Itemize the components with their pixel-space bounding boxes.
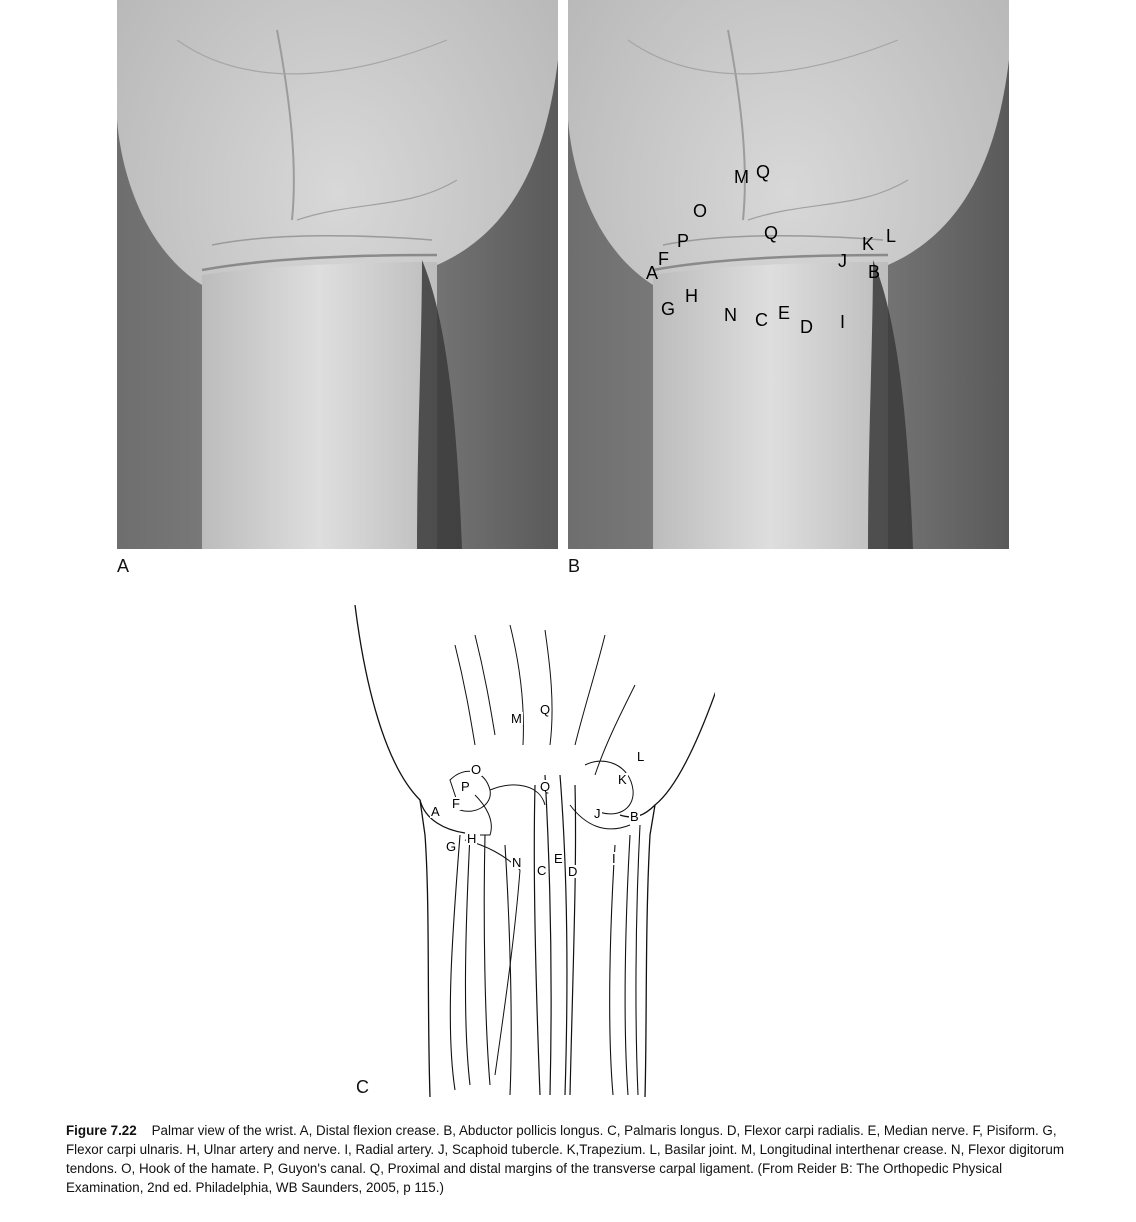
- photo-label-f: F: [658, 249, 669, 269]
- drawing-label-o: O: [471, 762, 482, 777]
- panel-label-b: B: [568, 556, 581, 576]
- photo-label-d: D: [800, 317, 813, 337]
- photo-label-c: C: [755, 310, 768, 330]
- photo-label-q-distal: Q: [756, 162, 771, 182]
- drawing-label-f: F: [452, 796, 460, 811]
- drawing-label-m: M: [511, 711, 522, 726]
- panel-label-c: C: [356, 1077, 369, 1097]
- photo-label-b: B: [868, 262, 881, 282]
- drawing-label-l: L: [637, 749, 645, 764]
- photo-label-k: K: [862, 234, 875, 254]
- drawing-label-b: B: [630, 809, 639, 824]
- drawing-label-n: N: [512, 855, 522, 870]
- photo-label-e: E: [778, 303, 791, 323]
- drawing-label-e: E: [554, 851, 563, 866]
- drawing-label-i: I: [612, 851, 616, 866]
- drawing-label-p: P: [461, 779, 470, 794]
- anatomy-line-art: [345, 605, 715, 1097]
- panel-label-a: A: [117, 556, 130, 576]
- photo-label-l: L: [886, 226, 897, 246]
- photo-panel-a: [117, 0, 558, 549]
- photo-label-i: I: [840, 312, 846, 332]
- figure-caption-text: Palmar view of the wrist. A, Distal flexion crease. B, Abductor pollicis longus. C, Palmaris longus. D, Flexor carpi radialis. E, Median nerve. F, Pisiform. G, Flexor carpi ulnaris. H, Ulnar artery and nerve. I, Radial artery. J, Scaphoid tubercle. K,Trapezium. L, Basilar joint. M, Longitudinal interthenar crease. N, Flexor digitorum tendons. O, Hook of the hamate. P, Guyon's canal. Q, Proximal and distal margins of the transverse carpal ligament. (From Reider B: The Orthopedic Physical Examination, 2nd ed. Philadelphia, WB Saunders, 2005, p 115.): [66, 1123, 1065, 1195]
- wrist-photo-b: [568, 0, 1009, 549]
- photo-label-g: G: [661, 299, 676, 319]
- drawing-label-j: J: [594, 806, 601, 821]
- drawing-label-g: G: [446, 839, 457, 854]
- photo-label-j: J: [838, 251, 847, 271]
- drawing-label-q-distal: Q: [540, 702, 551, 717]
- drawing-label-c: C: [537, 863, 547, 878]
- drawing-label-q-proximal: Q: [540, 779, 551, 794]
- photo-label-n: N: [724, 305, 737, 325]
- photo-label-p: P: [677, 231, 690, 251]
- photo-label-m: M: [734, 167, 749, 187]
- photo-label-o: O: [693, 201, 708, 221]
- drawing-label-d: D: [568, 864, 578, 879]
- drawing-label-k: K: [618, 772, 627, 787]
- photo-label-h: H: [685, 286, 698, 306]
- wrist-photo-a: [117, 0, 558, 549]
- figure-number: Figure 7.22: [66, 1123, 137, 1138]
- photo-label-q-proximal: Q: [764, 223, 779, 243]
- drawing-label-h: H: [467, 831, 477, 846]
- figure-caption: [66, 1121, 1076, 1197]
- drawing-label-a: A: [431, 804, 440, 819]
- anatomy-drawing: [345, 605, 715, 1097]
- photo-label-a: A: [646, 263, 659, 283]
- photo-panel-b: [568, 0, 1009, 549]
